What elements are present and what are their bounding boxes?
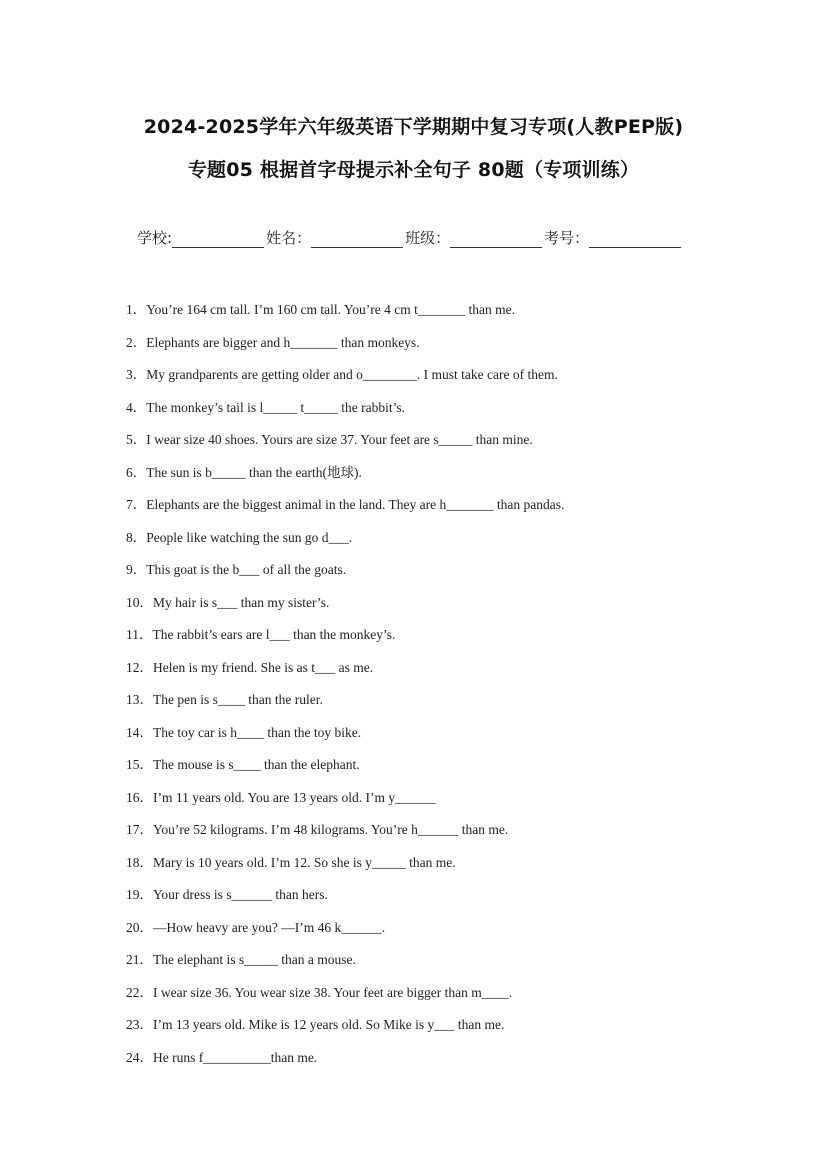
question-item: 12．Helen is my friend. She is as t___ as me. [126,659,374,675]
question-item: 23．I’m 13 years old. Mike is 12 years old. So Mike is y___ than me. [126,1017,505,1032]
question-item: 24．He runs f__________than me. [126,1049,318,1065]
name-blank [311,233,403,248]
class-blank [450,233,542,248]
name-label: 姓名： [266,229,312,247]
question-item: 13．The pen is s____ than the ruler. [126,692,323,707]
question-item: 3．My grandparents are getting older and o________. I must take care of them. [126,367,558,382]
question-item: 18．Mary is 10 years old. I’m 12. So she is y_____ than me. [126,854,456,870]
document-title: 2024-2025学年六年级英语下学期期中复习专项(人教PEP版) [143,116,684,138]
question-item: 2．Elephants are bigger and h_______ than monkeys. [126,334,420,350]
question-item: 16．I’m 11 years old. You are 13 years old. I’m y______ [126,789,436,805]
question-item: 21．The elephant is s_____ than a mouse. [126,952,356,967]
question-item: 15．The mouse is s____ than the elephant. [126,757,360,772]
class-label: 班级： [405,229,451,247]
question-item: 1．You’re 164 cm tall. I’m 160 cm tall. You’re 4 cm t_______ than me. [126,302,515,317]
question-item: 22．I wear size 36. You wear size 38. Your feet are bigger than m____. [126,984,513,1000]
question-item: 10．My hair is s___ than my sister’s. [126,594,330,610]
document-subtitle: 专题05 根据首字母提示补全句子 80题（专项训练） [187,159,640,181]
question-item: 9．This goat is the b___ of all the goats. [126,562,347,577]
name-field [266,227,405,248]
student-info-row [137,227,683,248]
question-item: 8．People like watching the sun go d___. [126,529,353,545]
question-item: 6．The sun is b_____ than the earth(地球). [126,464,362,480]
exam-number-blank [589,233,681,248]
question-item: 14．The toy car is h____ than the toy bike. [126,724,362,740]
school-label: 学校: [137,229,173,247]
question-item: 11．The rabbit’s ears are l___ than the monkey’s. [126,627,396,642]
question-item: 19．Your dress is s______ than hers. [126,887,328,902]
exam-number-label: 考号： [544,229,590,247]
question-item: 4．The monkey’s tail is l_____ t_____ the rabbit’s. [126,399,405,415]
question-item: 17．You’re 52 kilograms. I’m 48 kilograms. You’re h______ than me. [126,822,509,837]
question-item: 7．Elephants are the biggest animal in the land. They are h_______ than pandas. [126,497,565,512]
class-field [405,227,544,248]
exam-number-field [544,227,683,248]
school-blank [172,233,264,248]
question-list [126,302,746,1082]
school-field [137,227,266,248]
question-item: 5．I wear size 40 shoes. Yours are size 37. Your feet are s_____ than mine. [126,432,533,447]
question-item: 20．—How heavy are you? —I’m 46 k______. [126,919,386,935]
